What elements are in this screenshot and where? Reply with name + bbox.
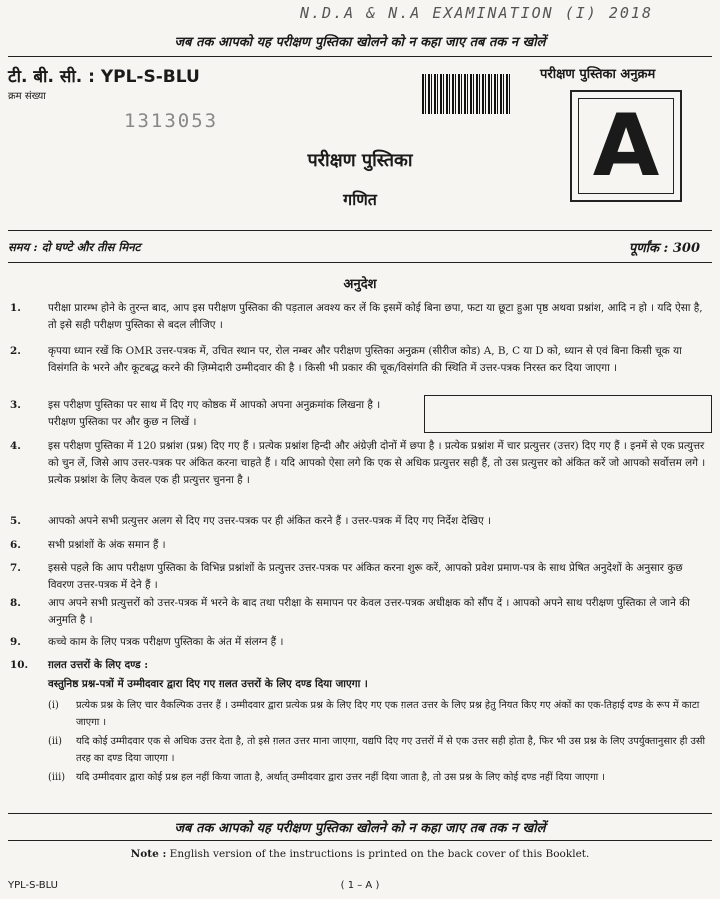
penalty-text: यदि कोई उम्मीदवार एक से अधिक उत्तर देता है, तो इसे ग़लत उत्तर माना जाएगा, यद्यपि दिए गए उत्तरों में से एक उत्तर सही होता है, फिर भी उस प्रश्न के लिए उपर्युक्तानुसार ही उसी तरह का दण्ड दिया जाएगा । [76,736,706,764]
time-allowed: समय : दो घण्टे और तीस मिनट [8,240,141,254]
instruction-text: इससे पहले कि आप परीक्षण पुस्तिका के विभिन्न प्रश्नांशों के प्रत्युत्तर उत्तर-पत्रक पर अंकित करना शुरू करें, आपको प्रवेश प्रमाण-पत्र के साथ प्रेषित अनुदेशों के अनुसार कुछ विवरण उत्तर-पत्रक में देने हैं । [48,562,683,591]
serial-number: 1313053 [124,110,219,132]
instruction-text: इस परीक्षण पुस्तिका पर साथ में दिए गए कोष्ठक में आपको अपना अनुक्रमांक लिखना है । परीक्षण पुस्तिका पर और कुछ न लिखें । [48,399,381,428]
top-warning-banner: जब तक आपको यह परीक्षण पुस्तिका खोलने को न कहा जाए तब तक न खोलें [174,35,546,50]
instruction-number: 2. [10,345,21,357]
instruction-item [10,595,706,629]
booklet-code: टी. बी. सी. : YPL-S-BLU [8,67,200,87]
series-label: परीक्षण पुस्तिका अनुक्रम [540,67,656,82]
instruction-text: ग़लत उत्तरों के लिए दण्ड : [48,659,149,671]
instruction-text: परीक्षा प्रारम्भ होने के तुरन्त बाद, आप इस परीक्षण पुस्तिका की पड़ताल अवश्य कर लें कि इसमें कोई बिना छपा, फटा या छूटा हुआ पृष्ठ अथवा प्रश्नांश, आदि न हो । यदि ऐसा है, तो इसे सही परीक्षण पुस्तिका से बदल लीजिए । [48,302,703,331]
booklet-title: परीक्षण पुस्तिका [307,150,413,171]
penalty-item [48,697,716,731]
instruction-number: 7. [10,562,21,574]
penalty-intro-text: वस्तुनिष्ठ प्रश्न-पत्रों में उम्मीदवार द्वारा दिए गए ग़लत उत्तरों के लिए दण्ड दिया जाएगा । [48,678,368,690]
instruction-text: आप अपने सभी प्रत्युत्तरों को उत्तर-पत्रक में भरने के बाद तथा परीक्षा के समापन पर केवल उत्तर-पत्रक अधीक्षक को सौंप दें । आपको अपने साथ परीक्षण पुस्तिका ले जाने की अनुमति है । [48,597,690,626]
instruction-item [10,537,706,554]
divider [8,813,712,814]
instruction-text: इस परीक्षण पुस्तिका में 120 प्रश्नांश (प्रश्न) दिए गए हैं । प्रत्येक प्रश्नांश हिन्दी और अंग्रेज़ी दोनों में छपा है । प्रत्येक प्रश्नांश में चार प्रत्युत्तर (उत्तर) दिए गए हैं । इनमें से एक प्रत्युत्तर को चुन लें, जिसे आप उत्तर-पत्रक पर अंकित करना चाहते हैं । यदि आपको ऐसा लगे कि एक से अधिक प्रत्युत्तर सही हैं, तो उस प्रत्युत्तर को अंकित करें जो आपको सर्वोत्तम लगे । प्रत्येक प्रश्नांश के लिए केवल एक ही प्रत्युत्तर चुनना है । [48,440,706,486]
handwritten-exam-note: N.D.A & N.A EXAMINATION (I) 2018 [300,4,653,22]
footer-code: YPL-S-BLU [8,880,58,891]
instruction-number: 8. [10,597,21,609]
english-note [0,848,720,860]
serial-label: क्रम संख्या [8,91,46,102]
instruction-item [10,657,706,674]
penalty-text: प्रत्येक प्रश्न के लिए चार वैकल्पिक उत्तर हैं । उम्मीदवार द्वारा प्रत्येक प्रश्न के लिए दिए गए एक ग़लत उत्तर के लिए प्रश्न हेतु नियत किए गए अंकों का एक-तिहाई दण्ड के रूप में काटा जाएगा । [76,700,700,728]
subject-title: गणित [343,190,377,209]
instruction-item [10,397,410,431]
note-label: Note : [130,848,167,860]
note-text: English version of the instructions is printed on the back cover of this Booklet. [169,848,590,860]
instruction-item [10,300,706,334]
penalty-number: (ii) [48,736,62,747]
instruction-number: 10. [10,659,29,671]
roll-number-box[interactable] [424,395,712,433]
barcode [422,74,512,114]
maximum-marks: पूर्णांक : 300 [628,241,700,256]
instruction-number: 9. [10,636,21,648]
penalty-number: (iii) [48,772,66,783]
penalty-text: यदि उम्मीदवार द्वारा कोई प्रश्न हल नहीं किया जाता है, अर्थात् उम्मीदवार द्वारा उत्तर नहीं दिया जाता है, तो उस प्रश्न के लिए कोई दण्ड नहीं दिया जाएगा । [76,772,605,783]
divider [8,56,712,57]
instruction-item [10,343,706,377]
penalty-item [48,769,716,786]
page-number: ( 1 – A ) [340,880,380,891]
instruction-text: कच्चे काम के लिए पत्रक परीक्षण पुस्तिका के अंत में संलग्न हैं । [48,636,284,648]
instruction-text: कृपया ध्यान रखें कि OMR उत्तर-पत्रक में, उचित स्थान पर, रोल नम्बर और परीक्षण पुस्तिका अनुक्रम (सीरीज कोड) A, B, C या D को, ध्यान से एवं बिना किसी चूक या विसंगति के भरने और कूटबद्ध करने की ज़िम्मेदारी उम्मीदवार की है । किसी भी प्रकार की चूक/विसंगति की स्थिति में उत्तर-पत्रक निरस्त कर दिया जाएगा । [48,345,682,374]
instruction-item [10,560,706,594]
instruction-item [10,634,706,651]
penalty-intro [48,676,708,693]
instruction-item [10,438,706,489]
instruction-number: 1. [10,302,21,314]
instruction-text: सभी प्रश्नांशों के अंक समान हैं । [48,539,166,551]
penalty-number: (i) [48,700,59,711]
series-box [570,90,682,202]
instruction-text: आपको अपने सभी प्रत्युत्तर अलग से दिए गए उत्तर-पत्रक पर ही अंकित करने हैं । उत्तर-पत्रक में दिए गए निर्देश देखिए । [48,515,492,527]
series-letter: A [578,98,674,194]
instruction-item [10,513,706,530]
instruction-number: 5. [10,515,21,527]
divider [8,840,712,841]
instruction-number: 3. [10,399,21,411]
instructions-heading: अनुदेश [343,277,377,292]
instruction-number: 6. [10,539,21,551]
instruction-number: 4. [10,440,21,452]
penalty-item [48,733,716,767]
bottom-warning-banner: जब तक आपको यह परीक्षण पुस्तिका खोलने को न कहा जाए तब तक न खोलें [174,821,546,836]
divider [8,230,712,231]
divider [8,262,712,263]
